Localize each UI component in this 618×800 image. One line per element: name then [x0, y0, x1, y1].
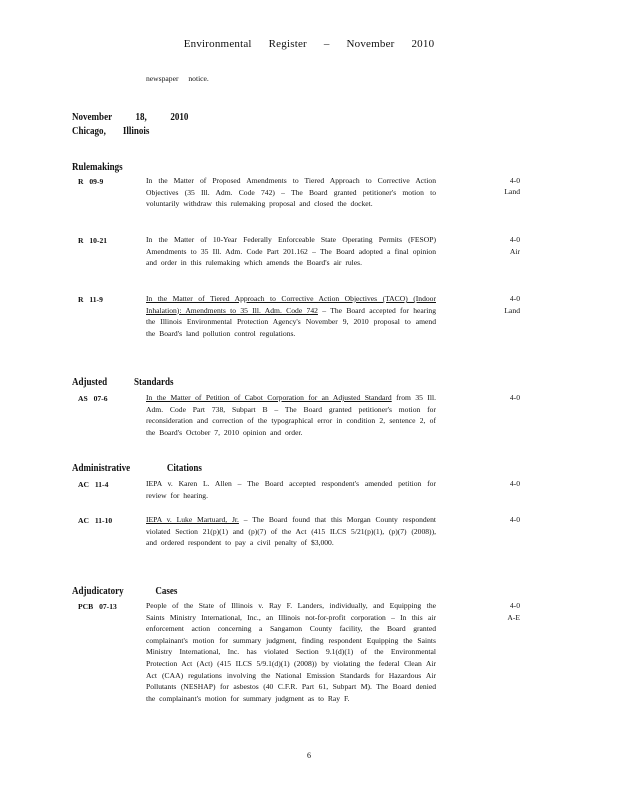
intro-text: newspaper notice.: [146, 74, 209, 83]
meeting-location: Chicago, Illinois: [72, 125, 150, 137]
entry-text: [146, 392, 436, 438]
section-rulemakings: Rulemakings: [72, 161, 123, 173]
vote-tally: 4-0: [509, 601, 520, 610]
vote-tally: 4-0: [509, 294, 520, 303]
entry-body: from 35 Ill. Adm. Code Part 738, Subpart B – The Board granted petitioner's motion for reconsideration and correction of the typographical error in condition 2, sentence 2, of the Board's October 7, 2010 opinion and order.: [146, 393, 436, 437]
entry-text: [146, 293, 436, 339]
section-adjudicatory-cases: Adjudicatory Cases: [72, 585, 178, 597]
vote-tally: 4-0: [509, 393, 520, 402]
media-area: Air: [509, 247, 520, 256]
section-administrative-citations: Administrative Citations: [72, 462, 202, 474]
vote-tally: 4-0: [509, 176, 520, 185]
entry-text: [146, 600, 436, 704]
entry-body: In the Matter of 10-Year Federally Enforceable State Operating Permits (FESOP) Amendments to 35 Ill. Adm. Code Part 201.162 – The Board adopted a final opinion and order in this rulemaking which amends the Board's air rules.: [146, 235, 436, 268]
section-adjusted-standards: Adjusted Standards: [72, 376, 174, 388]
media-area: Land: [504, 306, 520, 315]
docket-id: AC 11-10: [78, 516, 113, 525]
media-area: Land: [504, 187, 520, 196]
case-title: In the Matter of Tiered Approach to Corrective Action Objectives (TACO) (Indoor Inhalation): Amendments to 35 Ill. Adm. Code 742: [146, 294, 436, 315]
entry-body: – The Board accepted for hearing the Illinois Environmental Protection Agency's November 9, 2010 proposal to amend the Board's land pollution control regulations.: [146, 305, 436, 338]
entry-text: [146, 478, 436, 501]
entry-body: People of the State of Illinois v. Ray F. Landers, individually, and Equipping the Saints Ministry International, Inc., an Illinois not-for-profit corporation – In this air enforcement action concerning a Sangamon County facility, the Board granted complainant's motion for summary judgment, finding respondent Equipping the Saints Ministry International, Inc. has violated Section 9.1(d)(1) of the Environmental Protection Act (Act) (415 ILCS 5/9.1(d)(1) (2008)) by violating the federal Clean Air Act (CAA) regulations involving the National Emission Standards for Hazardous Air Pollutants (NESHAP) for asbestos (40 C.F.R. Part 61, Subpart M). The Board denied the complainant's motion for summary judgment as to Ray F.: [146, 601, 436, 703]
docket-id: R 11-9: [78, 295, 103, 304]
docket-id: R 09-9: [78, 177, 104, 186]
meeting-date: November 18, 2010: [72, 111, 189, 123]
docket-id: PCB 07-13: [78, 602, 117, 611]
media-area: A-E: [507, 613, 520, 622]
case-title: In the Matter of Petition of Cabot Corporation for an Adjusted Standard: [146, 393, 392, 402]
vote-tally: 4-0: [509, 515, 520, 524]
docket-id: AC 11-4: [78, 480, 109, 489]
vote-tally: 4-0: [509, 235, 520, 244]
entry-text: [146, 234, 436, 269]
entry-body: – The Board found that this Morgan County respondent violated Section 21(p)(1) and (p)(7) of the Act (415 ILCS 5/21(p)(1), (p)(7) (2008)), and ordered respondent to pay a civil penalty of $3,000.: [146, 515, 436, 548]
case-title: IEPA v. Luke Martuard, Jr.: [146, 515, 239, 524]
entry-body: IEPA v. Karen L. Allen – The Board accepted respondent's amended petition for review for hearing.: [146, 479, 436, 500]
docket-id: AS 07-6: [78, 394, 108, 403]
entry-body: In the Matter of Proposed Amendments to Tiered Approach to Corrective Action Objectives (35 Ill. Adm. Code 742) – The Board granted petitioner's motion to voluntarily withdraw this rulemaking proposal and closed the docket.: [146, 176, 436, 209]
entry-text: [146, 175, 436, 210]
page-number: 6: [307, 751, 311, 760]
docket-id: R 10-21: [78, 236, 108, 245]
entry-text: [146, 514, 436, 549]
vote-tally: 4-0: [509, 479, 520, 488]
page-header: Environmental Register – November 2010: [183, 38, 435, 50]
